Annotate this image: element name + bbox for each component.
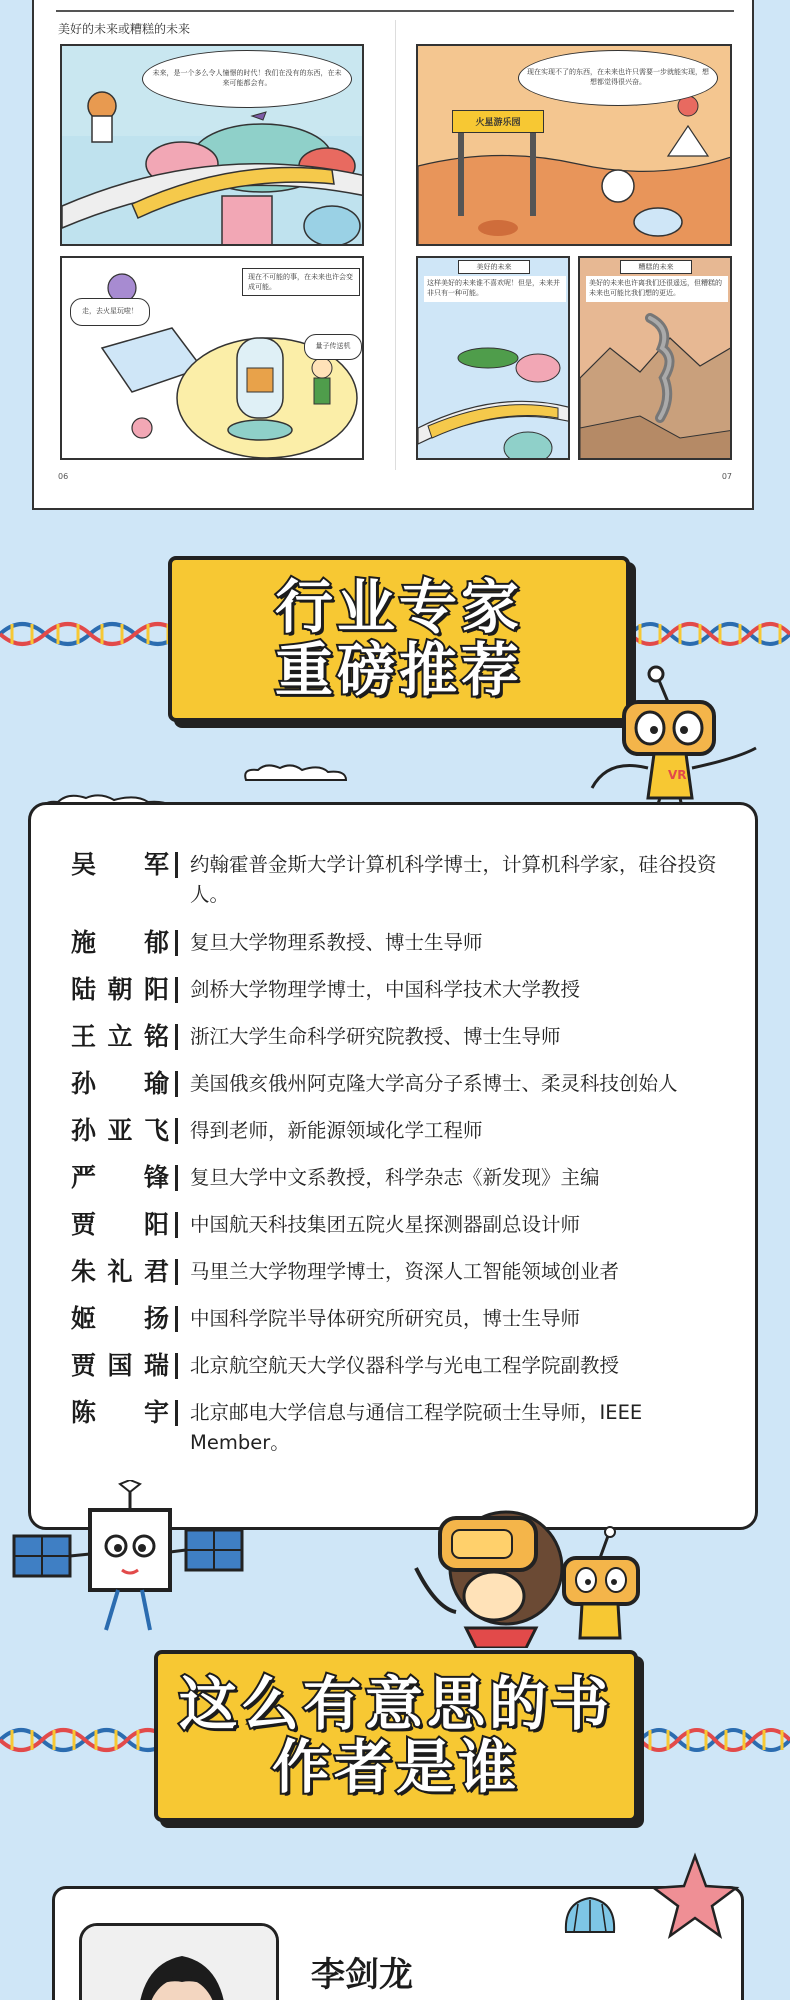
- dna-strand-right-icon-2: [640, 1720, 790, 1760]
- experts-card: [28, 802, 758, 1530]
- starfish-icon: [650, 1852, 740, 1942]
- expert-row: [71, 975, 745, 1005]
- good-future-text: 这样美好的未来谁不喜欢呢！但是，未来并非只有一种可能。: [424, 276, 566, 302]
- expert-desc: 北京邮电大学信息与通信工程学院硕士生导师，IEEE Member。: [190, 1401, 643, 1454]
- expert-row: [71, 928, 745, 958]
- author-card: [52, 1886, 744, 2000]
- expert-separator: [175, 1024, 178, 1050]
- panel-teleport-caption: 现在不可能的事，在未来也许会变成可能。: [242, 268, 360, 296]
- expert-desc: 中国科学院半导体研究所研究员，博士生导师: [190, 1307, 581, 1330]
- expert-name: 孙瑜: [71, 1069, 169, 1098]
- expert-desc: 得到老师，新能源领域化学工程师: [190, 1119, 483, 1142]
- comic-spread-inner: [56, 0, 734, 490]
- satellite-mascot-icon: [10, 1480, 250, 1640]
- author-photo: [79, 1923, 279, 2000]
- experts-title-banner: [168, 556, 630, 722]
- expert-row: [71, 1116, 745, 1146]
- author-title-line1: 这么有意思的书: [178, 1670, 613, 1739]
- spread-spine: [395, 20, 396, 470]
- cloud-icon: [236, 760, 356, 788]
- author-name: 李剑龙: [311, 1955, 413, 1995]
- expert-separator: [175, 930, 178, 956]
- expert-row: [71, 1257, 745, 1287]
- expert-desc: 约翰霍普金斯大学计算机科学博士，计算机科学家，硅谷投资人。: [190, 853, 717, 906]
- expert-row: [71, 1304, 745, 1334]
- expert-name: 吴军: [71, 850, 169, 879]
- panel-mars-park: [416, 44, 732, 246]
- panel-teleport-bubble-right: 量子传送机: [304, 334, 362, 360]
- bad-future-tag: 糟糕的未来: [620, 260, 692, 274]
- expert-row: [71, 850, 745, 910]
- page-number-right: 07: [721, 472, 732, 481]
- expert-separator: [175, 1071, 178, 1097]
- expert-desc: 中国航天科技集团五院火星探测器副总设计师: [190, 1213, 581, 1236]
- author-title-line2: 作者是谁: [271, 1733, 520, 1801]
- expert-row: [71, 1163, 745, 1193]
- dna-strand-right-icon: [630, 614, 790, 654]
- expert-separator: [175, 1400, 178, 1426]
- expert-row: [71, 1022, 745, 1052]
- panel-future-city: [60, 44, 364, 246]
- comic-spread: [32, 0, 754, 510]
- mars-park-sign: 火星游乐园: [452, 110, 544, 133]
- expert-name: 贾国瑞: [71, 1351, 169, 1380]
- spread-heading: 美好的未来或糟糕的未来: [58, 22, 191, 36]
- expert-desc: 马里兰大学物理学博士，资深人工智能领域创业者: [190, 1260, 620, 1283]
- expert-desc: 北京航空航天大学仪器科学与光电工程学院副教授: [190, 1354, 620, 1377]
- dna-strand-left-icon-2: [0, 1720, 170, 1760]
- expert-name: 陆朝阳: [71, 975, 169, 1004]
- expert-desc: 复旦大学中文系教授，科学杂志《新发现》主编: [190, 1166, 600, 1189]
- expert-separator: [175, 1353, 178, 1379]
- expert-desc: 复旦大学物理系教授、博士生导师: [190, 931, 483, 954]
- vr-kids-illustration-icon: [396, 1488, 656, 1648]
- spread-top-rule: [56, 10, 734, 12]
- author-portrait-icon: [82, 1926, 279, 2000]
- expert-name: 严锋: [71, 1163, 169, 1192]
- experts-title-line2: 重磅推荐: [274, 636, 523, 704]
- expert-row: [71, 1069, 745, 1099]
- panel-bad-future: [578, 256, 732, 460]
- dna-strand-left-icon: [0, 614, 180, 654]
- expert-name: 孙亚飞: [71, 1116, 169, 1145]
- expert-name: 王立铭: [71, 1022, 169, 1051]
- panel-teleport-bubble-left: 走，去火星玩啦！: [70, 298, 150, 326]
- panel-mars-park-bubble: 现在实现不了的东西，在未来也许只需要一步就能实现，想想都觉得很兴奋。: [518, 50, 718, 106]
- panel-good-future: [416, 256, 570, 460]
- bad-future-text: 美好的未来也许离我们还很遥远，但糟糕的未来也可能比我们想的更近。: [586, 276, 728, 302]
- expert-row: [71, 1210, 745, 1240]
- good-future-tag: 美好的未来: [458, 260, 530, 274]
- expert-row: [71, 1398, 745, 1458]
- expert-name: 贾阳: [71, 1210, 169, 1239]
- mascot-chest-label: VR: [668, 768, 687, 782]
- expert-separator: [175, 977, 178, 1003]
- expert-row: [71, 1351, 745, 1381]
- expert-separator: [175, 1118, 178, 1144]
- expert-separator: [175, 1212, 178, 1238]
- expert-name: 施郁: [71, 928, 169, 957]
- expert-desc: 浙江大学生命科学研究院教授、博士生导师: [190, 1025, 561, 1048]
- expert-desc: 剑桥大学物理学博士，中国科学技术大学教授: [190, 978, 581, 1001]
- expert-name: 朱礼君: [71, 1257, 169, 1286]
- expert-separator: [175, 1165, 178, 1191]
- page-number-left: 06: [58, 472, 69, 481]
- panel-future-city-bubble: 未来，是一个多么令人憧憬的时代！我们在没有的东西，在未来可能都会有。: [142, 50, 352, 108]
- experts-title-line1: 行业专家: [274, 573, 523, 642]
- shell-icon: [560, 1892, 620, 1940]
- expert-separator: [175, 852, 178, 878]
- author-title-banner: [154, 1650, 638, 1822]
- panel-teleport: [60, 256, 364, 460]
- experts-list: [71, 850, 745, 1458]
- expert-separator: [175, 1259, 178, 1285]
- expert-desc: 美国俄亥俄州阿克隆大学高分子系博士、柔灵科技创始人: [190, 1072, 678, 1095]
- expert-name: 陈宇: [71, 1398, 169, 1427]
- expert-separator: [175, 1306, 178, 1332]
- expert-name: 姬扬: [71, 1304, 169, 1333]
